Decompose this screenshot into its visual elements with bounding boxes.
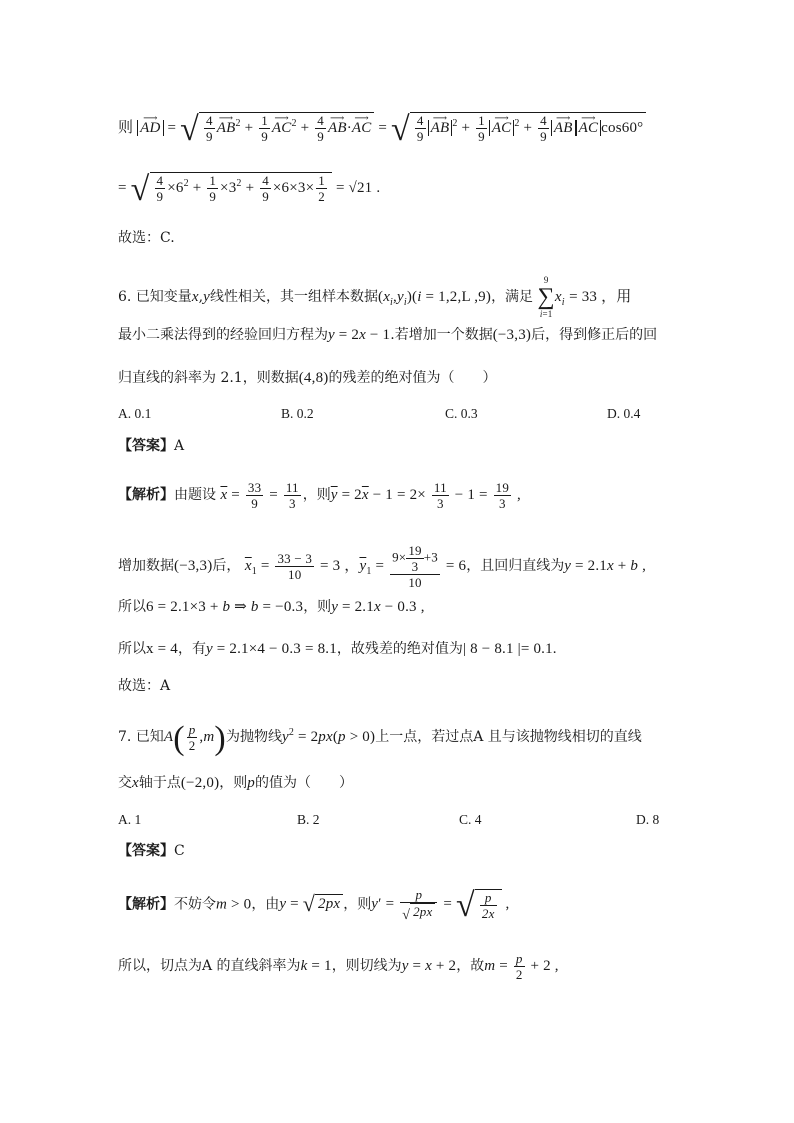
vector-length-result: = √21 . xyxy=(335,179,381,196)
vector-length-formula: 则 ⟶ AD = √ $\frac{4}{9}$ ⟶ $AB^2$ + $\frac{1}{9}$ ⟶ $AC^2$ + $\frac{4}{9}$ ⟶ AB·⟶ AC = √ $\frac{4}{9}$ ⟶ AB $^2$ + $\frac{1}{9}$ ⟶ AC $^2$ + $\frac{4}{9}$ ⟶ AB ⟶ AC cos60° xyxy=(118,112,646,144)
q7-analysis-line1: 【解析】不妨令m > 0，由y = √ 2px ，则y′ = $\frac{p}{√ 2px}$ = √ $\frac{p}{2x}$ , xyxy=(118,887,510,925)
q7-option-b: B. 2 xyxy=(297,812,320,827)
q6-stem-line3: 归直线的斜率为 2.1，则数据(4,8)的残差的绝对值为（ ） xyxy=(118,370,497,386)
q7-option-a: A. 1 xyxy=(118,812,142,827)
q6-number: 6. xyxy=(118,289,132,305)
q6-stem-line2: 最小二乘法得到的经验回归方程为y = 2x − 1.若增加一个数据(−3,3)后，得到修正后的回 xyxy=(118,327,658,343)
q7-number: 7. xyxy=(118,728,132,745)
q7-analysis-line2: 所以，切点为A 的直线斜率为k = 1，则切线为y = x + 2，故m = $\frac{p}{2}$ + 2 , xyxy=(118,951,559,982)
q7-answer: 【答案】C xyxy=(118,843,185,859)
q6-stem-line1: 6. 已知变量x,y线性相关，其一组样本数据$(x_i,y_i)(i = 1,2,L$ ,9)，满足 9 ∑ i=1 $x_i = 33$ ，用 xyxy=(118,275,632,319)
q7-stem-line2: 交x轴于点(−2,0)，则p的值为（ ） xyxy=(118,775,353,791)
vector-length-numeric: = √ $\frac{4}{9}$ $\times 6^2$ + $\frac{1}{9}$ $\times 3^2$ + $\frac{4}{9}$ ×6×3× $\frac{1}{2}$ = √21 . xyxy=(118,170,381,208)
q6-option-b: B. 0.2 xyxy=(281,406,314,421)
sum-symbol: 9 ∑ i=1 xyxy=(537,275,555,319)
q6-conclusion: 故选：A xyxy=(118,678,171,694)
q6-answer: 【答案】A xyxy=(118,438,185,454)
q6-option-a: A. 0.1 xyxy=(118,406,152,421)
q7-option-d: D. 8 xyxy=(636,812,660,827)
q6-option-c: C. 0.3 xyxy=(445,406,478,421)
q7-stem-line1: 7. 已知A( $\frac{p}{2}$ ,m)为抛物线$y^2 = 2px(p > 0)$上一点，若过点A 且与该抛物线相切的直线 xyxy=(118,719,642,757)
q6-option-d: D. 0.4 xyxy=(607,406,641,421)
q6-analysis-line1: 【解析】由题设 $\overline{x}$ = $\frac{33}{9}$ = $\frac{11}{3}$ ，则$\overline{y} = 2\overline{x} - 1 = 2\times$ $\frac{11}{3}$ − 1 = $\frac{19}{3}$ , xyxy=(118,480,521,511)
then-label: 则 xyxy=(118,119,134,136)
prev-conclusion: 故选：C. xyxy=(118,230,175,246)
q7-option-c: C. 4 xyxy=(459,812,482,827)
q6-analysis-line2: 增加数据(−3,3)后， $\overline{x}_1$ = $\frac{33 - 3}{10}$ = 3 ，$\overline{y}_1$ = 9× $\frac{19}{3}$ +3 10 = 6，且回归直线为y = 2.1x + b , xyxy=(118,543,647,590)
q6-analysis-line4: 所以x = 4，有y = 2.1×4 − 0.3 = 8.1，故残差的绝对值为| 8 − 8.1 |= 0.1. xyxy=(118,641,557,657)
q6-analysis-line3: 所以6 = 2.1×3 + b ⇒ b = −0.3，则y = 2.1x − 0.3 , xyxy=(118,599,425,615)
